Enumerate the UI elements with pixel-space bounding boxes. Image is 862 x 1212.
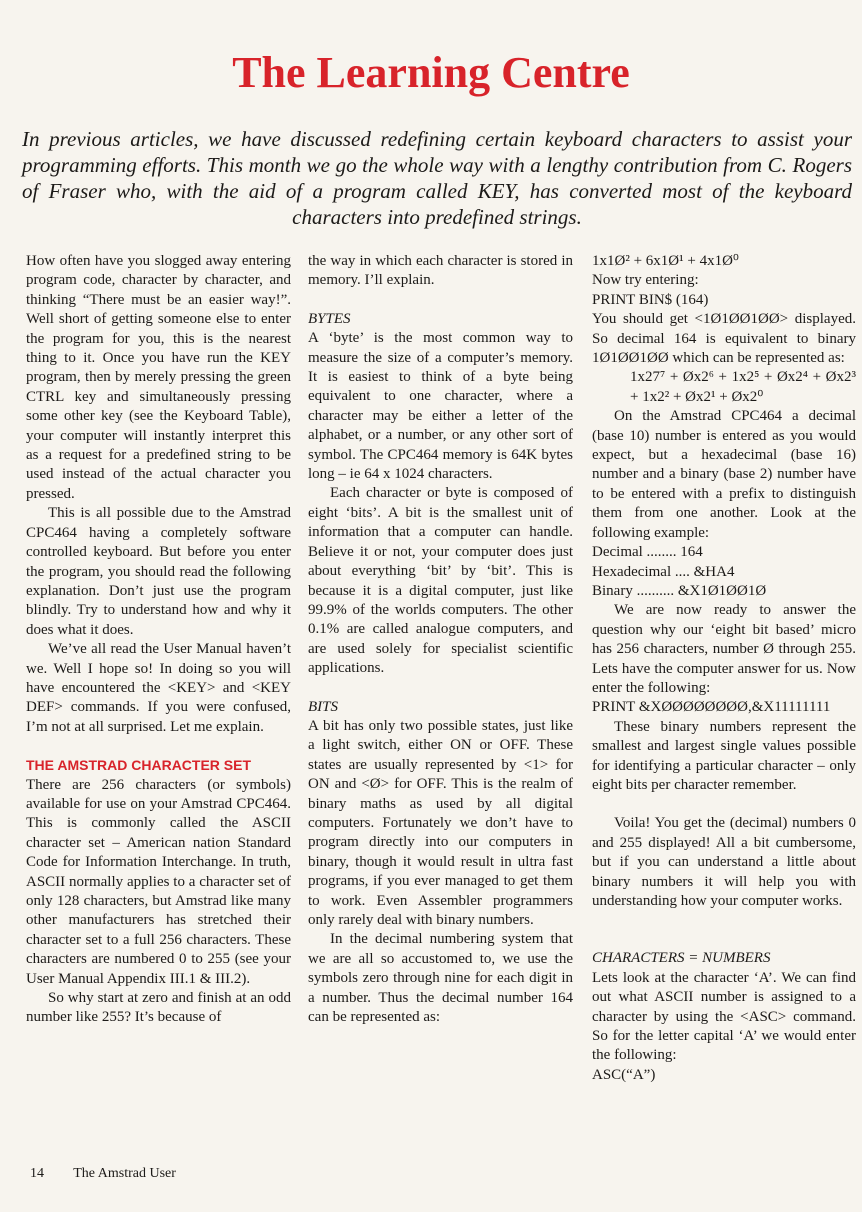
paragraph: So why start at zero and finish at an odd number like 255? It’s because of	[26, 990, 291, 1026]
subheading-characters: CHARACTERS = NUMBERS	[592, 950, 771, 967]
paragraph: How often have you slogged away entering program code, character by character, and thinking “There must be an easier way!”. Well short of getting someone else to enter the program for you, this is the nearest thing to it. Once you have run the KEY program, then by merely pressing the green CTRL key and simultaneously pressing some other key (see the Keyboard Table), your computer will instantly interpret this as a request for a predefined string to be used instead of the actual character you pressed.	[26, 253, 291, 502]
article-title: The Learning Centre	[232, 48, 630, 97]
paragraph: You should get <1Ø1ØØ1ØØ> displayed. So decimal 164 is equivalent to binary 1Ø1ØØ1ØØ which can be represented as:	[592, 311, 856, 367]
paragraph: the way in which each character is stored in memory. I’ll explain.	[308, 253, 573, 289]
example-line: Decimal ........ 164	[592, 544, 703, 561]
math-expression: 1x27⁷ + Øx2⁶ + 1x2⁵ + Øx2⁴ + Øx2³ + 1x2² + Øx2¹ + Øx2⁰	[630, 369, 856, 405]
paragraph: On the Amstrad CPC464 a decimal (base 10) number is entered as you would expect, but a hexadecimal (base 16) number and a binary (base 2) number have to be entered with a prefix to distinguish them from one another. Look at the following example:	[592, 408, 856, 541]
paragraph: These binary numbers represent the smallest and largest single values possible for identifying a particular character – only eight bits per character remember.	[592, 718, 856, 793]
subheading-bits: BITS	[308, 698, 338, 715]
paragraph: A ‘byte’ is the most common way to measure the size of a computer’s memory. It is easiest to think of a byte being equivalent to one character, where a character may be either a letter of the alphabet, or a number, or any other sort of symbol. The CPC464 memory is 64K bytes long – ie 64 x 1024 characters.	[308, 330, 573, 483]
column-1	[26, 252, 291, 1028]
math-expression: 1x1Ø² + 6x1Ø¹ + 4x1Ø⁰	[592, 253, 739, 269]
code-line: ASC(“A”)	[592, 1066, 656, 1083]
code-line: PRINT &XØØØØØØØØ,&X11111111	[592, 699, 831, 716]
column-3	[592, 252, 856, 1085]
subheading-bytes: BYTES	[308, 310, 351, 327]
paragraph: There are 256 characters (or symbols) available for use on your Amstrad CPC464. This is commonly called the ASCII character set – American nation Standard Code for Information Interchange. In truth, ASCII normally applies to a character set of only 128 characters, but Amstrad like many other manufacturers has stretched their character set to a full 256 characters. These characters are numbered 0 to 255 (see your User Manual Appendix III.1 & III.2).	[26, 776, 291, 987]
example-line: Binary .......... &X1Ø1ØØ1Ø	[592, 582, 767, 599]
paragraph: We’ve all read the User Manual haven’t we. Well I hope so! In doing so you will have encountered the <KEY> and <KEY DEF> commands. If you were confused, I’m not at all surprised. Let me explain.	[26, 641, 291, 735]
paragraph: A bit has only two possible states, just like a light switch, either ON or OFF. These states are usually represented by <1> for ON and <Ø> for OFF. This is the realm of binary maths as used by all digital computers. Fortunately we don’t have to program directly into our computers in binary, though it would result in ultra fast programs, if you ever managed to get them to work. Even Assembler programmers only rarely deal with binary numbers.	[308, 717, 573, 928]
article-intro: In previous articles, we have discussed redefining certain keyboard characters to assist your programming efforts. This month we go the whole way with a lengthy contribution from C. Rogers of Fraser who, with the aid of a program called KEY, has converted most of the keyboard characters into predefined strings.	[22, 127, 852, 229]
paragraph: Lets look at the character ‘A’. We can find out what ASCII number is assigned to a character by using the <ASC> command. So for the letter capital ‘A’ we would enter the following:	[592, 969, 856, 1064]
page-footer	[30, 1166, 202, 1182]
publication-name: The Amstrad User	[73, 1166, 176, 1181]
paragraph: This is all possible due to the Amstrad CPC464 having a completely software controlled keyboard. But before you enter the program, you should read the following explanation. Don’t just use the program blindly. Try to understand how and why it does what it does.	[26, 505, 291, 638]
paragraph: Voila! You get the (decimal) numbers 0 and 255 displayed! All a bit cumbersome, but if you can understand a little about binary numbers it will help you with understanding how your computer works.	[592, 815, 856, 909]
paragraph: In the decimal numbering system that we are all so accustomed to, we use the symbols zero through nine for each digit in a number. Thus the decimal number 164 can be represented as:	[308, 931, 573, 1026]
spacer	[592, 911, 856, 949]
column-2	[308, 252, 573, 1027]
paragraph: Each character or byte is composed of eight ‘bits’. A bit is the smallest unit of information that a computer can handle. Believe it or not, your computer does just about everything ‘bit’ by ‘bit’. This is because it is a digital computer, just like 99.9% of the worlds computers. The other 0.1% are called analogue computers, and are used solely for specialist scientific applications.	[308, 485, 573, 677]
section-heading: THE AMSTRAD CHARACTER SET	[26, 757, 252, 774]
example-line: Hexadecimal .... &HA4	[592, 563, 735, 580]
page-number: 14	[30, 1166, 44, 1181]
code-line: PRINT BIN$ (164)	[592, 291, 709, 308]
paragraph: We are now ready to answer the question why our ‘eight bit based’ micro has 256 characters, number Ø through 255. Lets have the computer answer for us. Now enter the following:	[592, 602, 856, 696]
paragraph: Now try entering:	[592, 272, 699, 289]
